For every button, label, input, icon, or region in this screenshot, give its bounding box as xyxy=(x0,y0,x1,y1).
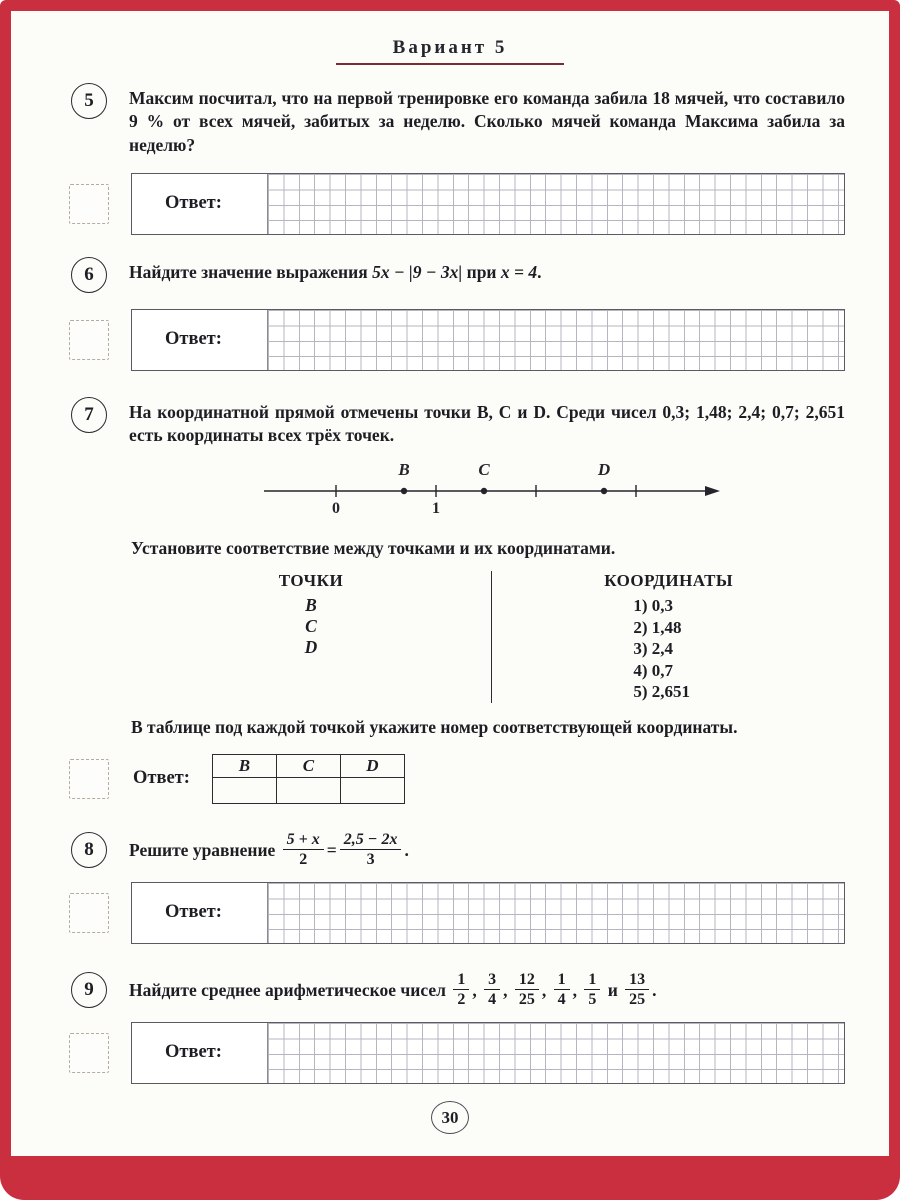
problem-8-text-after: . xyxy=(404,839,409,860)
problem-8-number: 8 xyxy=(71,832,107,868)
number-line xyxy=(264,459,734,515)
problem-6-expression: 5x − |9 − 3x| xyxy=(372,261,463,282)
comma: , xyxy=(572,979,577,1000)
tick-1-label: 1 xyxy=(432,500,440,516)
point-b-dot xyxy=(401,488,407,494)
point-d-dot xyxy=(601,488,607,494)
fraction xyxy=(484,971,500,1009)
problem-7 xyxy=(71,401,845,448)
fraction-numerator: 1 xyxy=(584,971,600,990)
problem-9-text xyxy=(129,968,845,1012)
point-item: C xyxy=(305,616,317,637)
fraction-numerator: 12 xyxy=(515,971,539,990)
fraction xyxy=(584,971,600,1009)
fraction xyxy=(283,831,324,869)
fraction-denominator: 4 xyxy=(557,991,566,1009)
answer-cell-d xyxy=(340,777,404,803)
number-line-figure xyxy=(264,459,845,520)
problem-6-text-mid: при xyxy=(466,261,497,282)
problem-9-check-box xyxy=(69,1033,109,1073)
page-footer xyxy=(11,1101,889,1134)
equals-sign: = xyxy=(326,839,337,860)
title-underline xyxy=(336,63,564,65)
problem-9-answer-row xyxy=(69,1022,845,1084)
point-c-label: C xyxy=(478,460,490,480)
problem-8-answer-grid xyxy=(267,883,844,943)
answer-label: Ответ: xyxy=(133,768,190,789)
problem-8-answer-box xyxy=(131,882,845,944)
coordinate-item: 4) 0,7 xyxy=(633,660,674,680)
fraction-denominator: 25 xyxy=(518,991,535,1009)
point-item: D xyxy=(304,637,318,658)
problem-6-answer-box xyxy=(131,309,845,371)
fraction-numerator: 1 xyxy=(453,971,469,990)
page-header xyxy=(11,37,889,65)
coordinates-header: КООРДИНАТЫ xyxy=(604,571,734,591)
fraction-denominator: 4 xyxy=(488,991,497,1009)
coordinate-item: 5) 2,651 xyxy=(633,682,691,702)
point-b-label: B xyxy=(398,460,410,480)
fraction-denominator: 2 xyxy=(457,991,466,1009)
matching-block xyxy=(131,571,845,703)
answer-label: Ответ: xyxy=(165,902,222,923)
coordinate-item: 1) 0,3 xyxy=(633,596,674,616)
points-list xyxy=(131,595,491,658)
problem-7-number: 7 xyxy=(71,397,107,433)
problem-5-check-box xyxy=(69,184,109,224)
answer-table-header-d: D xyxy=(340,754,404,777)
problem-6-check-box xyxy=(69,320,109,360)
variant-title: Вариант 5 xyxy=(392,37,508,58)
problem-7-answer-row xyxy=(69,754,845,804)
point-c-dot xyxy=(481,488,487,494)
comma: , xyxy=(472,979,477,1000)
problem-5-text: Максим посчитал, что на первой тренировке его команда забила 18 мячей, что составило 9 % от всех мячей, забитых за неделю. Сколько мячей команда Максима забила за неделю? xyxy=(129,88,845,155)
answer-table-header-c: C xyxy=(276,754,340,777)
problem-5-answer-row xyxy=(69,173,845,235)
point-item: B xyxy=(305,595,317,616)
coordinate-item: 2) 1,48 xyxy=(633,617,682,637)
problem-9-number: 9 xyxy=(71,972,107,1008)
problem-5 xyxy=(71,87,845,157)
fraction-numerator: 13 xyxy=(625,971,649,990)
problem-9-answer-grid xyxy=(267,1023,844,1083)
point-d-label: D xyxy=(597,460,611,480)
problem-5-answer-grid xyxy=(267,174,844,234)
points-header: ТОЧКИ xyxy=(278,571,344,591)
problem-9 xyxy=(71,968,845,1012)
fraction xyxy=(554,971,570,1009)
answer-cell-b xyxy=(212,777,276,803)
answer-table-header-row xyxy=(212,754,404,777)
fraction-denominator: 5 xyxy=(588,991,597,1009)
fraction-denominator: 3 xyxy=(366,851,375,869)
fraction xyxy=(515,971,539,1009)
problem-6-answer-row xyxy=(69,309,845,371)
problem-8-check-box xyxy=(69,893,109,933)
problem-9-text-after: . xyxy=(652,979,657,1000)
problem-8-text-before: Решите уравнение xyxy=(129,839,276,860)
problem-6 xyxy=(71,261,845,293)
table-instruction: В таблице под каждой точкой укажите номер соответствующей координаты. xyxy=(131,716,738,737)
problem-6-number: 6 xyxy=(71,257,107,293)
problem-8-answer-row xyxy=(69,882,845,944)
coordinate-item: 3) 2,4 xyxy=(633,639,674,659)
fraction-denominator: 25 xyxy=(629,991,646,1009)
problem-7-check-box xyxy=(69,759,109,799)
fraction-denominator: 2 xyxy=(299,851,308,869)
problem-7-text: На координатной прямой отмечены точки B, C и D. Среди чисел 0,3; 1,48; 2,4; 0,7; 2,651 есть координаты всех трёх точек. xyxy=(129,401,845,446)
match-instruction: Установите соответствие между точками и их координатами. xyxy=(131,538,616,559)
problem-6-text xyxy=(129,261,845,284)
answer-cell-c xyxy=(276,777,340,803)
problem-7-answer-table xyxy=(212,754,405,804)
fraction-numerator: 5 + x xyxy=(283,831,324,850)
answer-table-input-row xyxy=(212,777,404,803)
problem-6-text-before: Найдите значение выражения xyxy=(129,261,368,282)
comma: , xyxy=(503,979,508,1000)
fraction-numerator: 1 xyxy=(554,971,570,990)
problem-8-text xyxy=(129,828,845,872)
problem-6-text-after: . xyxy=(537,261,542,282)
answer-label: Ответ: xyxy=(165,193,222,214)
coordinates-column xyxy=(492,571,845,703)
answer-label: Ответ: xyxy=(165,329,222,350)
problem-8 xyxy=(71,828,845,872)
comma: , xyxy=(541,979,547,1000)
problem-6-answer-grid xyxy=(267,310,844,370)
points-column xyxy=(131,571,491,703)
problem-5-answer-box xyxy=(131,173,845,235)
fraction xyxy=(625,971,649,1009)
workbook-page xyxy=(11,11,889,1156)
fraction-numerator: 3 xyxy=(484,971,500,990)
answer-label: Ответ: xyxy=(165,1042,222,1063)
page-number-badge: 30 xyxy=(431,1101,469,1134)
and-word: и xyxy=(607,979,618,1000)
problem-6-expression-2: x = 4 xyxy=(500,261,538,282)
problem-5-number: 5 xyxy=(71,83,107,119)
fraction-numerator: 2,5 − 2x xyxy=(340,831,402,850)
problem-9-answer-box xyxy=(131,1022,845,1084)
coordinates-list xyxy=(492,595,845,703)
problem-9-text-before: Найдите среднее арифметическое чисел xyxy=(129,979,446,1000)
fraction xyxy=(340,831,402,869)
number-line-arrow-icon xyxy=(705,486,720,496)
tick-0-label: 0 xyxy=(332,500,340,516)
fraction xyxy=(453,971,469,1009)
answer-table-header-b: B xyxy=(212,754,276,777)
